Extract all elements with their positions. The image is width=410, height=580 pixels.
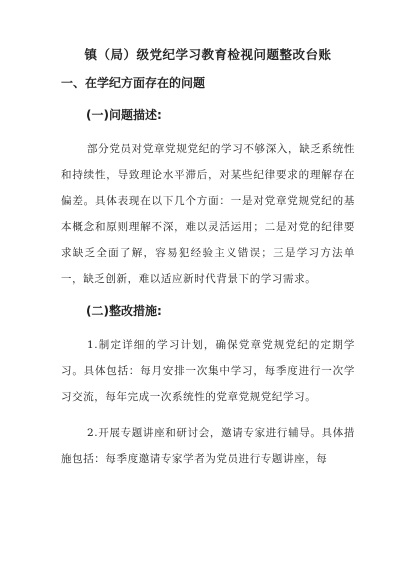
- document-title: 镇（局）级党纪学习教育检视问题整改台账: [84, 47, 332, 62]
- subsection-heading-problem-description: (一)问题描述:: [86, 108, 162, 122]
- paragraph-measure-2: 2.开展专题讲座和研讨会，邀请专家进行辅导。具体措施包括：每季度邀请专家学者为党员进行专题讲座，每: [61, 427, 355, 465]
- subsection-heading-rectification-measures: (二)整改措施:: [86, 304, 162, 318]
- paragraph-measure-1: 1.制定详细的学习计划，确保党章党规党纪的定期学习。具体包括：每月安排一次集中学习，每季度进行一次学习交流，每年完成一次系统性的党章党规党纪学习。: [61, 339, 355, 403]
- paragraph-problem-description: 部分党员对党章党规党纪的学习不够深入，缺乏系统性和持续性，导致理论水平滞后，对某些纪律要求的理解存在偏差。具体表现在以下几个方面：一是对党章党规党纪的基本概念和原则理解不深，难以灵活运用；二是对党的纪律要求缺乏全面了解，容易犯经验主义错误；三是学习方法单一，缺乏创新，难以适应新时代背景下的学习需求。: [61, 143, 355, 285]
- section-heading-study-discipline: 一、在学纪方面存在的问题: [61, 76, 206, 90]
